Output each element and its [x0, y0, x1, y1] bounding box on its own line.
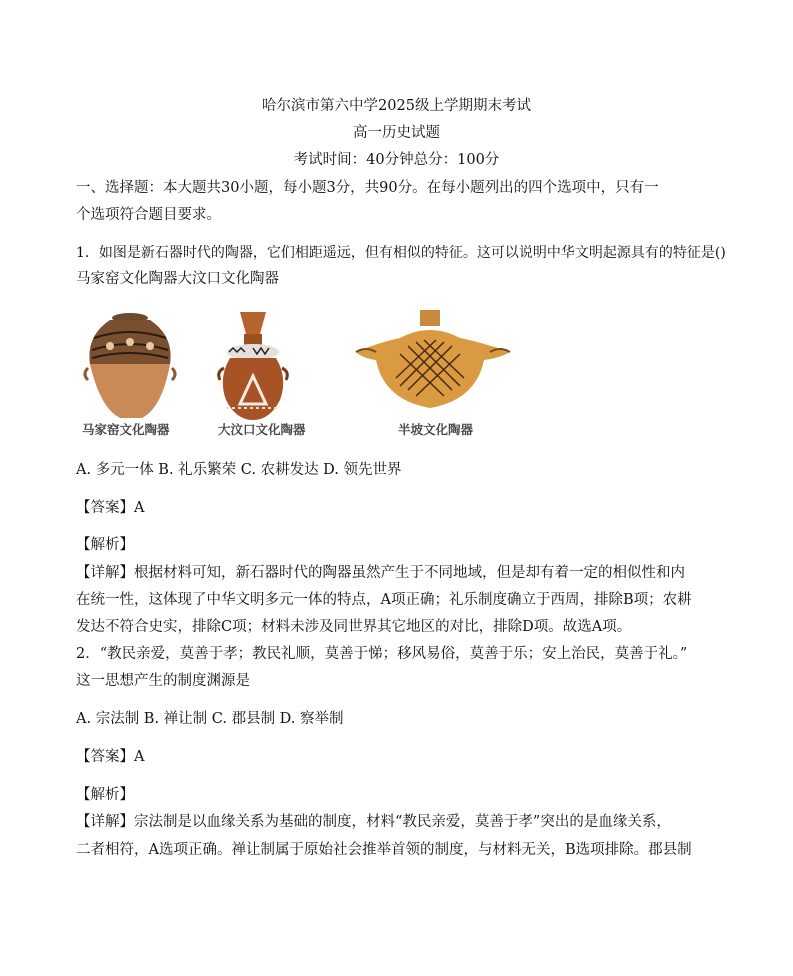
- caption-dawenkou: 大汶口文化陶器: [218, 422, 306, 437]
- q2-options: A. 宗法制 B. 禅让制 C. 郡县制 D. 察举制: [76, 711, 344, 727]
- q2-stem-line-1: 2．“教民亲爱，莫善于孝；教民礼顺，莫善于悌；移风易俗，莫善于乐；安上治民，莫善于礼。”: [76, 646, 688, 662]
- q1-analysis-line-2: 在统一性，这体现了中华文明多元一体的特点，A项正确；礼乐制度确立于西周，排除B项；农耕: [76, 592, 692, 608]
- caption-banpo: 半坡文化陶器: [398, 422, 474, 437]
- pottery-figure: [80, 308, 540, 448]
- q1-analysis-line-3: 发达不符合史实，排除C项；材料未涉及同世界其它地区的对比，排除D项。故选A项。: [76, 619, 632, 635]
- q1-subtitle: 马家窑文化陶器大汶口文化陶器: [76, 271, 279, 287]
- q2-analysis-line-1: 【详解】宗法制是以血缘关系为基础的制度，材料“教民亲爱，莫善于孝”突出的是血缘关系，: [76, 814, 671, 830]
- exam-info: 考试时间：40分钟总分：100分: [293, 152, 500, 168]
- q1-analysis-line-1: 【详解】根据材料可知，新石器时代的陶器虽然产生于不同地域，但是却有着一定的相似性和内: [76, 565, 685, 581]
- q1-stem: 1．如图是新石器时代的陶器，它们相距遥远，但有相似的特征。这可以说明中华文明起源具有的特征是(): [76, 245, 726, 261]
- q2-analysis-label: 【解析】: [76, 787, 134, 803]
- q2-analysis-line-2: 二者相符，A选项正确。禅让制属于原始社会推举首领的制度，与材料无关，B选项排除。郡县制: [76, 842, 692, 858]
- instructions-line-1: 一、选择题：本大题共30小题，每小题3分，共90分。在每小题列出的四个选项中，只有一: [76, 180, 659, 196]
- school-title: 哈尔滨市第六中学2025级上学期期末考试: [262, 98, 531, 114]
- banpo-vessel-image: [356, 310, 510, 408]
- q1-answer: 【答案】A: [76, 500, 145, 516]
- q1-options: A. 多元一体 B. 礼乐繁荣 C. 农耕发达 D. 领先世界: [76, 462, 402, 478]
- subject-title: 高一历史试题: [353, 125, 440, 141]
- q2-stem-line-2: 这一思想产生的制度渊源是: [76, 673, 250, 689]
- majiayao-jar-image: [85, 313, 175, 418]
- q1-analysis-label: 【解析】: [76, 537, 134, 553]
- q2-answer: 【答案】A: [76, 749, 145, 765]
- dawenkou-vessel-image: [219, 312, 288, 420]
- instructions-line-2: 个选项符合题目要求。: [76, 207, 221, 223]
- caption-majiayao: 马家窑文化陶器: [82, 422, 170, 437]
